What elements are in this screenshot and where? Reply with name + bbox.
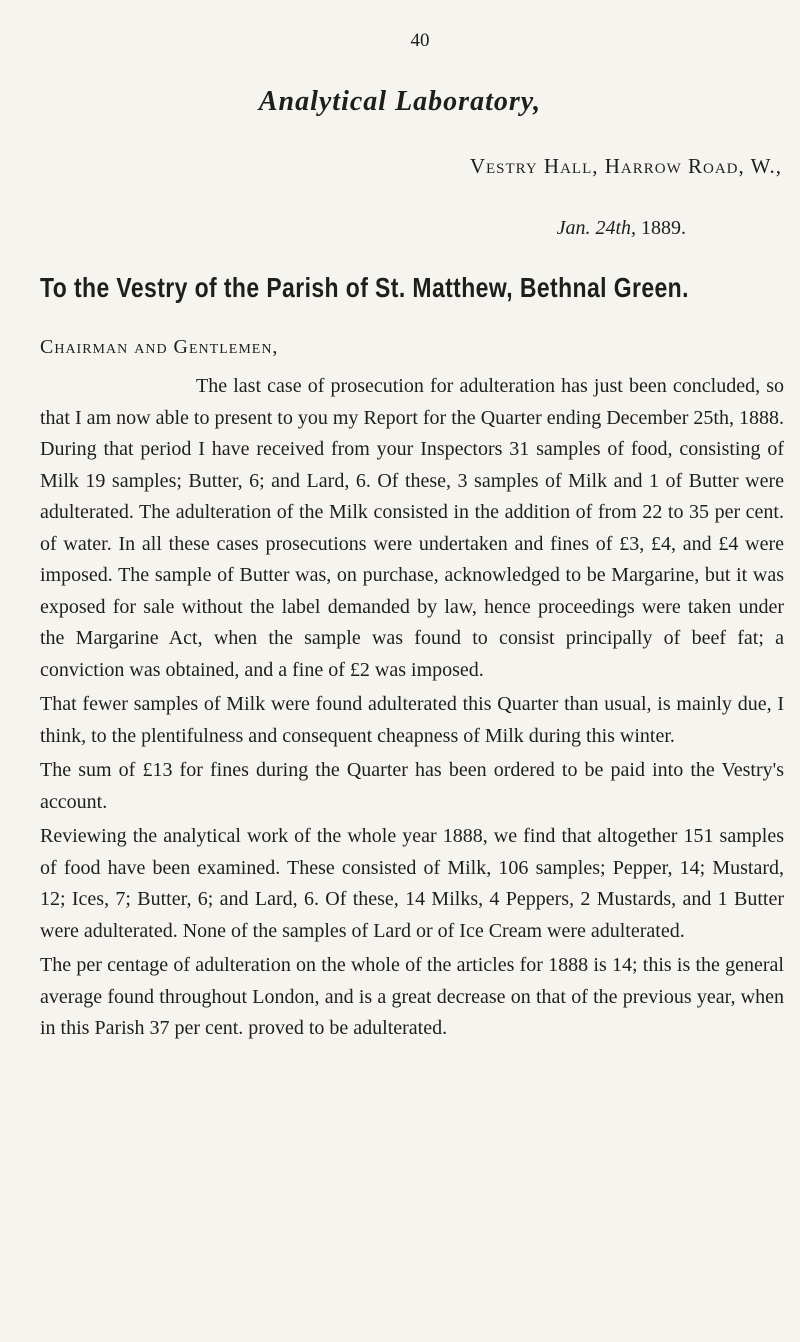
paragraph: Reviewing the analytical work of the whole year 1888, we find that altogether 151 samples of food have been examined. These consisted of Milk, 106 samples; Pepper, 14; Mustard, 12; Ices, 7; Butter, 6; and Lard, 6. Of these, 14 Milks, 4 Peppers, 2 Mustards, and 1 Butter were adulterated. None of the samples of Lard or of Ice Cream were adulterated.	[40, 825, 784, 942]
laboratory-heading: Analytical Laboratory,	[258, 86, 542, 117]
paragraph: The sum of £13 for fines during the Quarter has been ordered to be paid into the Vestry's account.	[40, 759, 784, 813]
recipient-line: To the Vestry of the Parish of St. Matthew, Bethnal Green.	[40, 272, 689, 303]
sender-address: Vestry Hall, Harrow Road, W.,	[469, 154, 782, 178]
paragraph: That fewer samples of Milk were found adulterated this Quarter than usual, is mainly due, I think, to the plentifulness and consequent cheapness of Milk during this winter.	[40, 693, 784, 747]
date-year: 1889.	[641, 217, 686, 239]
date-month-day: Jan. 24th,	[556, 217, 636, 239]
letter-date	[557, 217, 686, 240]
letter-body	[40, 360, 784, 1048]
paragraph: The per centage of adulteration on the whole of the articles for 1888 is 14; this is the general average found throughout London, and is a great decrease on that of the previous year, when in this Parish 37 per cent. proved to be adulterated.	[40, 954, 784, 1039]
paragraph: The last case of prosecution for adulteration has just been concluded, so that I am now able to present to you my Report for the Quarter ending December 25th, 1888. During that period I have received from your Inspectors 31 samples of food, consisting of Milk 19 samples; Butter, 6; and Lard, 6. Of these, 3 samples of Milk and 1 of Butter were adulterated. The adulteration of the Milk consisted in the addition of from 22 to 35 per cent. of water. In all these cases prosecutions were undertaken and fines of £3, £4, and £4 were imposed. The sample of Butter was, on purchase, acknowledged to be Margarine, but it was exposed for sale without the label demanded by law, hence proceedings were taken under the Margarine Act, when the sample was found to consist principally of beef fat; a conviction was obtained, and a fine of £2 was imposed.	[40, 375, 784, 681]
page-number: 40	[410, 30, 430, 51]
salutation: Chairman and Gentlemen,	[40, 336, 279, 358]
